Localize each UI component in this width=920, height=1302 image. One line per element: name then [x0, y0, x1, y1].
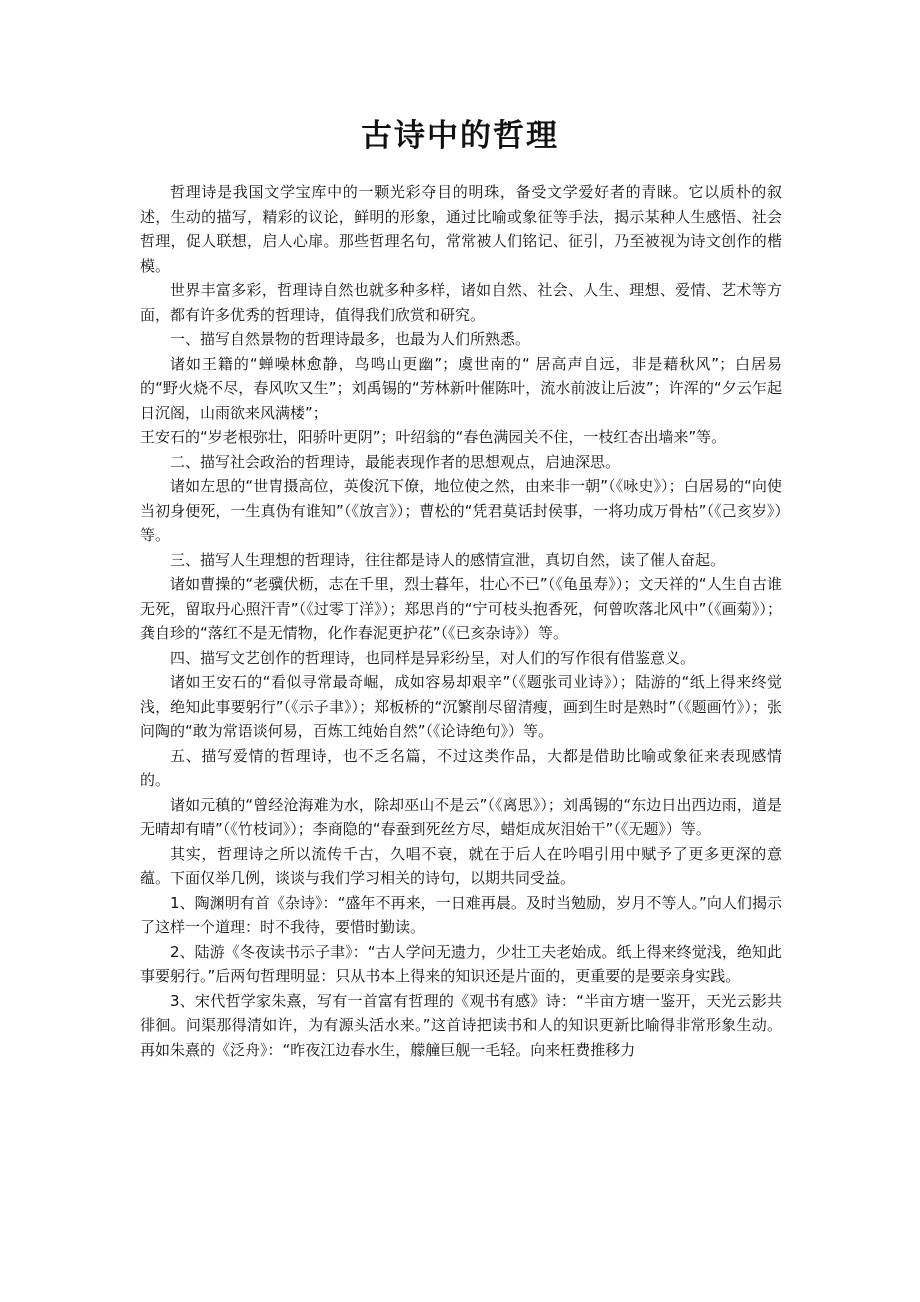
paragraph-nature-examples: 诸如王籍的“蝉噪林愈静，鸟鸣山更幽”；虞世南的“ 居高声自远，非是藉秋风”；白居易的“野火烧不尽，春风吹又生”；刘禹锡的“芳林新叶催陈叶，流水前波让后波”；许浑的“夕云乍起日沉阁，山雨欲来风满楼”； — [140, 354, 782, 422]
paragraph-overview: 世界丰富多彩，哲理诗自然也就多种多样，诸如自然、社会、人生、理想、爱情、艺术等方面，都有许多优秀的哲理诗，值得我们欣赏和研究。 — [140, 281, 782, 324]
page-title: 古诗中的哲理 — [361, 118, 559, 154]
list-item-lu-you: 2、陆游《冬夜读书示子聿》：“古人学问无遗力，少壮工夫老始成。纸上得来终觉浅，绝知此事要躬行。”后两句哲理明显：只从书本上得来的知识还是片面的，更重要的是要亲身实践。 — [140, 942, 782, 985]
paragraph-intro: 哲理诗是我国文学宝库中的一颗光彩夺目的明珠，备受文学爱好者的青睐。它以质朴的叙述，生动的描写，精彩的议论，鲜明的形象，通过比喻或象征等手法，揭示某种人生感悟、社会哲理，促人联想，启人心扉。那些哲理名句，常常被人们铭记、征引，乃至被视为诗文创作的楷模。 — [140, 183, 782, 275]
list-item-tao-yuanming: 1、陶渊明有首《杂诗》：“盛年不再来，一日难再晨。及时当勉励，岁月不等人。”向人们揭示了这样一个道理：时不我待，要惜时勤读。 — [140, 893, 782, 936]
list-item-zhu-xi: 3、宋代哲学家朱熹，写有一首富有哲理的《观书有感》诗：“半亩方塘一鉴开，天光云影共徘徊。问渠那得清如许，为有源头活水来。”这首诗把读书和人的知识更新比喻得非常形象生动。再如朱熹的《泛舟》：“昨夜江边春水生，艨艟巨舰一毛轻。向来枉费推移力 — [140, 991, 782, 1059]
paragraph-transition: 其实，哲理诗之所以流传千古，久唱不衰，就在于后人在吟唱引用中赋予了更多更深的意蕴。下面仅举几例，谈谈与我们学习相关的诗句，以期共同受益。 — [140, 844, 782, 887]
section-heading-art: 四、描写文艺创作的哲理诗，也同样是异彩纷呈，对人们的写作很有借鉴意义。 — [170, 648, 696, 667]
paragraph-love-examples: 诸如元稹的“曾经沧海难为水，除却巫山不是云”（《离思》）；刘禹锡的“东边日出西边雨，道是无晴却有晴”（《竹枝词》）；李商隐的“春蚕到死丝方尽，蜡炬成灰泪始干”（《无题》）等。 — [140, 795, 782, 838]
paragraph-art-examples: 诸如王安石的“看似寻常最奇崛，成如容易却艰辛”（《题张司业诗》）；陆游的“纸上得来终觉浅，绝知此事要躬行”（《示子聿》）；郑板桥的“沉繁削尽留清瘦，画到生时是熟时”（《题画竹》）；张问陶的“敢为常语谈何易，百炼工纯始自然”（《论诗绝句》）等。 — [140, 673, 782, 740]
section-heading-love: 五、描写爱情的哲理诗，也不乏名篇，不过这类作品，大都是借助比喻或象征来表现感情的。 — [140, 746, 782, 789]
section-heading-life: 三、描写人生理想的哲理诗，往往都是诗人的感情宣泄，真切自然，读了催人奋起。 — [170, 550, 726, 569]
paragraph-life-examples: 诸如曹操的“老骥伏枥，志在千里，烈士暮年，壮心不已”（《龟虽寿》）；文天祥的“人生自古谁无死，留取丹心照汗青”（《过零丁洋》）；郑思肖的“宁可枝头抱香死，何曾吹落北风中”（《画菊》）；龚自珍的“落红不是无情物，化作春泥更护花”（《已亥杂诗》）等。 — [140, 575, 782, 642]
section-heading-society: 二、描写社会政治的哲理诗，最能表现作者的思想观点，启迪深思。 — [170, 452, 621, 471]
paragraph-nature-examples-cont: 王安石的“岁老根弥壮，阳骄叶更阴”；叶绍翁的“春色满园关不住，一枝红杏出墙来”等。 — [140, 428, 727, 446]
section-heading-nature: 一、描写自然景物的哲理诗最多，也最为人们所熟悉。 — [170, 330, 531, 348]
article-body — [140, 180, 782, 1062]
paragraph-society-examples: 诸如左思的“世胄摄高位，英俊沉下僚，地位使之然，由来非一朝”（《咏史》）；白居易的“向使当初身便死，一生真伪有谁知”（《放言》）；曹松的“凭君莫话封侯事，一将功成万骨枯”（《己亥岁》）等。 — [140, 477, 782, 544]
